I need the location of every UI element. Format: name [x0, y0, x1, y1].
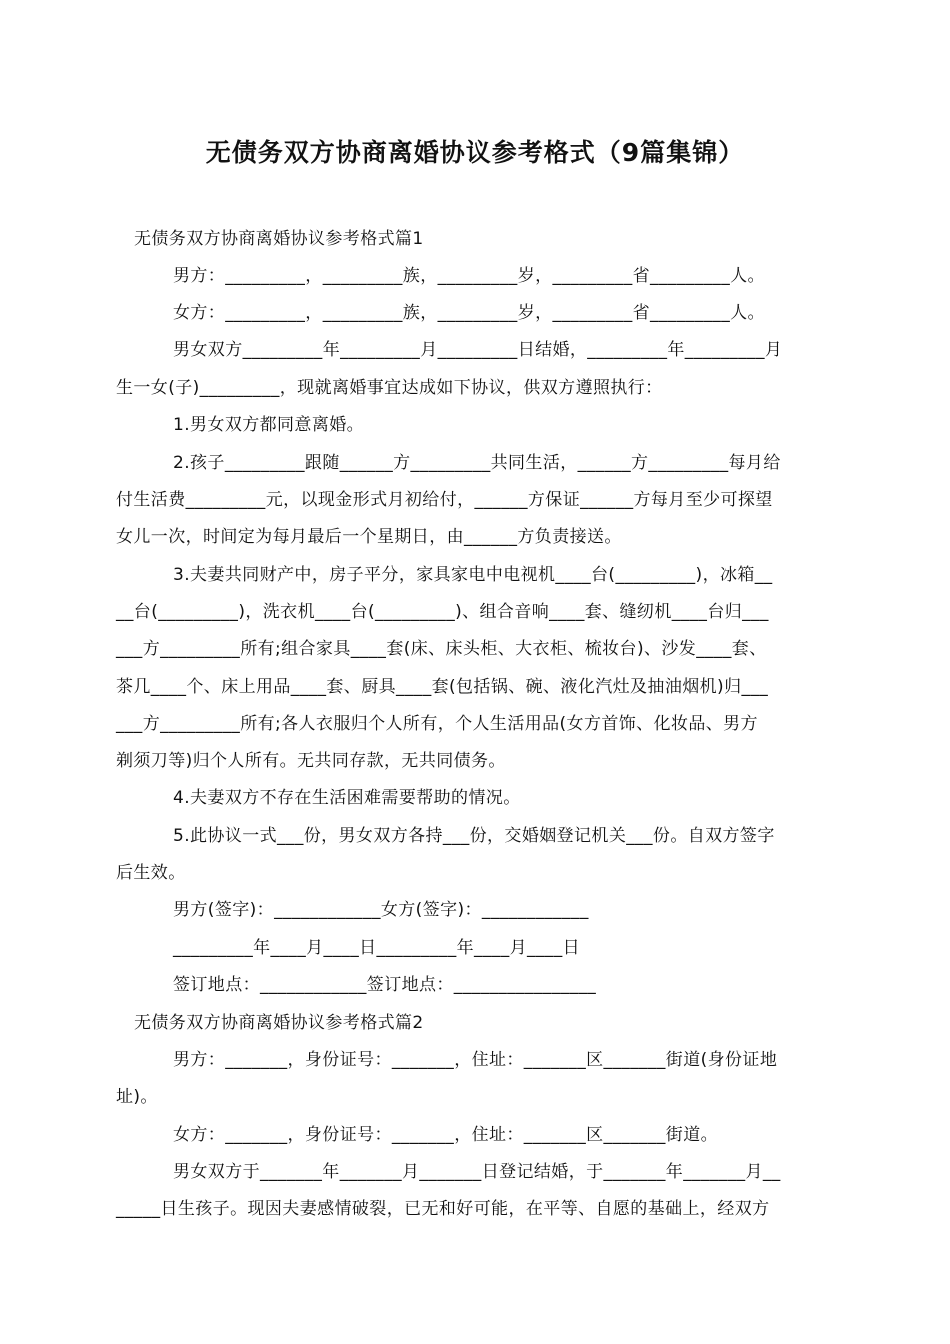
paragraph-line: 后生效。 [116, 863, 186, 883]
paragraph-line: 女方：_______，身份证号：_______，住址：_______区_______街道。 [173, 1125, 718, 1145]
paragraph-line: 2.孩子_________跟随______方_________共同生活，______方_________每月给 [173, 453, 781, 473]
paragraph-line: __台(_________)，洗衣机____台(_________)、组合音响____套、缝纫机____台归___ [116, 602, 769, 622]
paragraph-line: 生一女(子)_________，现就离婚事宜达成如下协议，供双方遵照执行： [116, 378, 663, 398]
paragraph-line: 址)。 [116, 1087, 158, 1107]
paragraph-line: 女方：_________，_________族，_________岁，_________省_________人。 [173, 303, 765, 323]
section-heading: 无债务双方协商离婚协议参考格式篇2 [134, 1013, 424, 1033]
paragraph-line: 男方：_________，_________族，_________岁，_________省_________人。 [173, 266, 765, 286]
location-line: 签订地点：____________签订地点：________________ [173, 975, 597, 995]
paragraph-line: 1.男女双方都同意离婚。 [173, 415, 365, 435]
signature-line: 男方(签字)：____________女方(签字)：____________ [173, 900, 589, 920]
paragraph-line: 付生活费_________元，以现金形式月初给付，______方保证______方每月至少可探望 [116, 490, 773, 510]
paragraph-line: _____日生孩子。现因夫妻感情破裂，已无和好可能，在平等、自愿的基础上，经双方 [116, 1199, 770, 1219]
paragraph-line: 男女双方_________年_________月_________日结婚，_________年_________月 [173, 340, 783, 360]
paragraph-line: 女儿一次，时间定为每月最后一个星期日，由______方负责接送。 [116, 527, 622, 547]
paragraph-line: ___方_________所有;组合家具____套(床、床头柜、大衣柜、梳妆台)、沙发____套、 [116, 639, 767, 659]
paragraph-line: 5.此协议一式___份，男女双方各持___份，交婚姻登记机关___份。自双方签字 [173, 826, 775, 846]
document-title: 无债务双方协商离婚协议参考格式（9篇集锦） [205, 138, 745, 167]
paragraph-line: 剃须刀等)归个人所有。无共同存款，无共同债务。 [116, 751, 506, 771]
paragraph-line: 4.夫妻双方不存在生活困难需要帮助的情况。 [173, 788, 521, 808]
date-line: _________年____月____日_________年____月____日 [173, 938, 580, 958]
paragraph-line: 男女双方于_______年_______月_______日登记结婚，于_______年_______月__ [173, 1162, 781, 1182]
paragraph-line: ___方_________所有;各人衣服归个人所有，个人生活用品(女方首饰、化妆品、男方 [116, 714, 758, 734]
section-heading: 无债务双方协商离婚协议参考格式篇1 [134, 229, 424, 249]
paragraph-line: 3.夫妻共同财产中，房子平分，家具家电中电视机____台(_________)，冰箱__ [173, 565, 773, 585]
paragraph-line: 男方：_______，身份证号：_______，住址：_______区_______街道(身份证地 [173, 1050, 778, 1070]
paragraph-line: 茶几____个、床上用品____套、厨具____套(包括锅、碗、液化汽灶及抽油烟机)归___ [116, 677, 769, 697]
